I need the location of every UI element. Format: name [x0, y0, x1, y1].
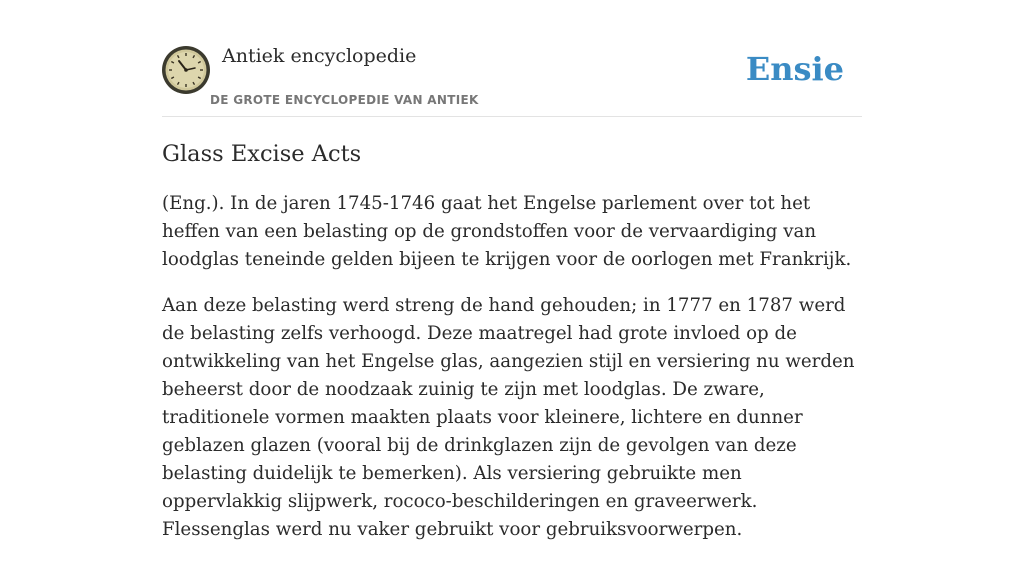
- page-title: Glass Excise Acts: [162, 141, 362, 167]
- ensie-logo-link[interactable]: Ensie: [745, 50, 844, 88]
- clock-icon[interactable]: [162, 46, 210, 94]
- article: [162, 138, 862, 562]
- article-paragraph: (Eng.). In de jaren 1745-1746 gaat het Engelse parlement over tot het heffen van een belasting op de grondstoffen voor de vervaardiging van loodglas teneinde gelden bijeen te krijgen voor de oorlogen met Frankrijk.: [162, 193, 852, 270]
- site-name-link[interactable]: Antiek encyclopedie: [222, 45, 417, 67]
- site-header: [162, 0, 862, 117]
- article-paragraph: Aan deze belasting werd streng de hand gehouden; in 1777 en 1787 werd de belasting zelfs verhoogd. Deze maatregel had grote invloed op de ontwikkeling van het Engelse glas, aangezien stijl en versiering nu werden beheerst door de noodzaak zuinig te zijn met loodglas. De zware, traditionele vormen maakten plaats voor kleinere, lichtere en dunner geblazen glazen (vooral bij de drinkglazen zijn de gevolgen van deze belasting duidelijk te bemerken). Als versiering gebruikte men oppervlakkig slijpwerk, rococo-beschilderingen en graveerwerk. Flessenglas werd nu vaker gebruikt voor gebruiksvoorwerpen.: [162, 295, 855, 540]
- site-tagline: DE GROTE ENCYCLOPEDIE VAN ANTIEK: [210, 93, 479, 107]
